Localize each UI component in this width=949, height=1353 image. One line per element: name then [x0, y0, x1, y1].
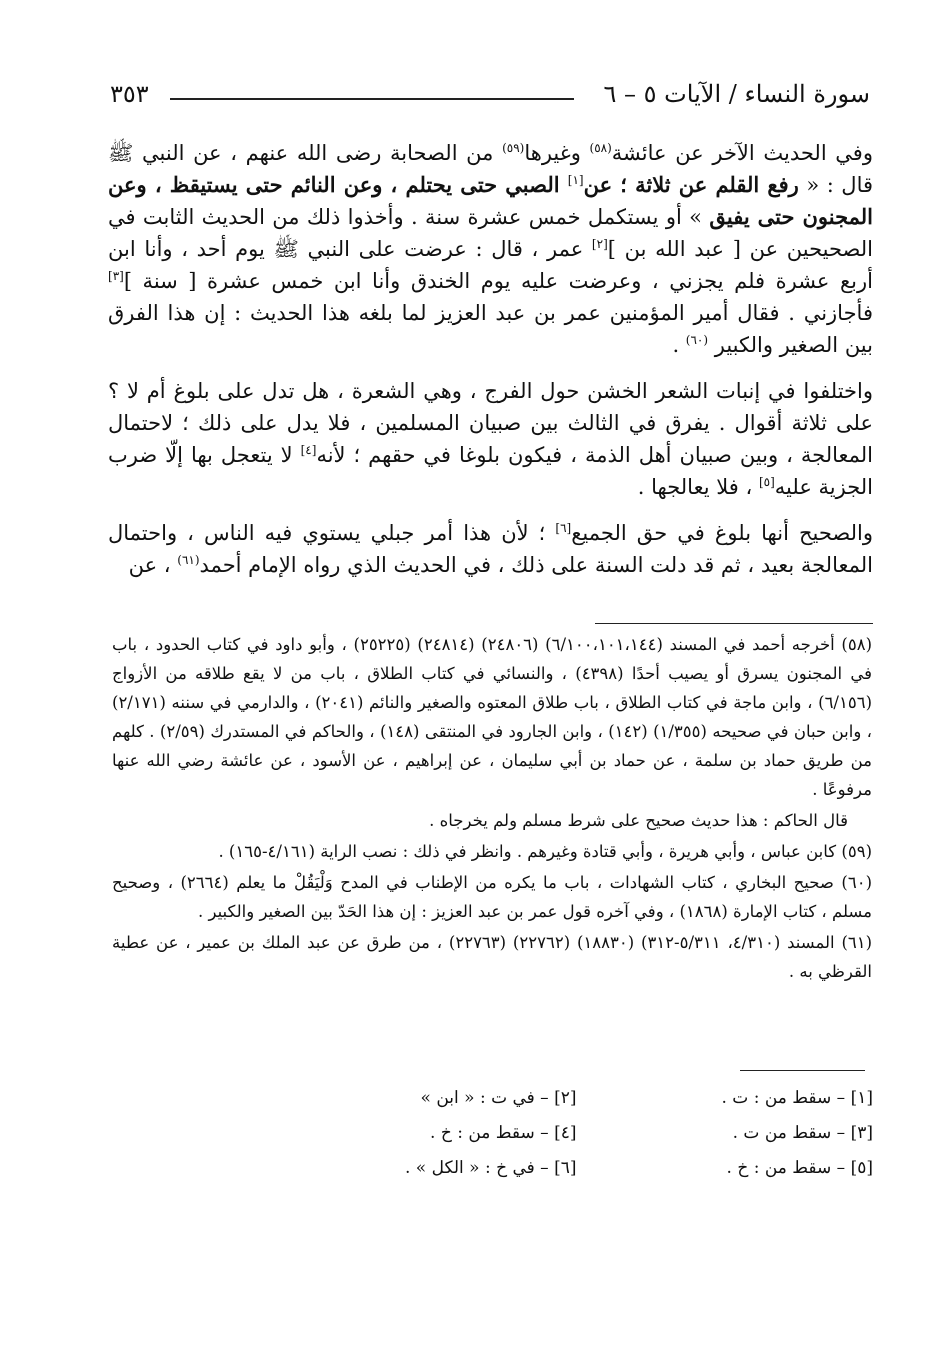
note-marker: [٥]: [758, 475, 775, 489]
variant-note: [١] – سقط من : ت .: [721, 1088, 873, 1108]
variant-row: [280, 1088, 873, 1123]
footnote-text: كابن عباس ، وأبي هريرة ، وأبي قتادة وغيرهم . وانظر في ذلك : نصب الراية (٤/١٦١-١٦٥) .: [218, 842, 842, 861]
variant-row: [280, 1158, 873, 1193]
body-paragraph: [108, 517, 873, 581]
text-run: » أو يستكمل خمس عشرة سنة . وأخذوا ذلك من الحديث الثابت في الصحيحين عن [ عبد الله بن ]: [108, 205, 873, 261]
body-paragraph: [108, 137, 873, 361]
footnote-number: (٥٨): [841, 635, 873, 654]
text-run: لا يتعجل بها إلّا ضرب الجزية عليه: [108, 443, 873, 499]
text-run: واختلفوا في إنبات الشعر الخشن حول الفرج ، وهي الشعرة ، هل تدل على بلوغ أم لا ؟ على ثلاثة أقوال . يفرق في الثالث بين صبيان المسلمين ، فلا يدل على ذلك ؛ لاحتمال المعالجة ، وبين صبيان أهل الذمة ، فيكون بلوغا في حقهم ؛ لأنه: [108, 379, 873, 467]
manuscript-variants: [280, 1088, 873, 1193]
text-run: ، فلا يعالجها .: [637, 475, 759, 499]
page-header: [110, 80, 870, 114]
text-run: ؛ لأن هذا أمر جبلي يستوي فيه الناس ، واحتمال المعالجة بعيد ، ثم قد دلت السنة على ذلك ، في الحديث الذي رواه الإمام أحمد: [108, 521, 873, 577]
main-text: [108, 137, 873, 595]
text-run: .: [672, 333, 686, 357]
footnote-text: أخرجه أحمد في المسند (٦/١٠٠،١٠١،١٤٤) (٢٤٨٠٦) (٢٤٨١٤) (٢٥٢٢٥) ، وأبو داود في كتاب الحدود ، باب في المجنون يسرق أو يصيب أحدًا (٤٣٩٨) ، والنسائي في كتاب الطلاق ، باب من لا يقع طلاقه من الأزواج (٦/١٥٦) ، وابن ماجة في كتاب الطلاق ، باب طلاق المعتوه والصغير والنائم (٢٠٤١) ، والدارمي في سننه (٢/١٧١) ، وابن حبان في صحيحه (١/٣٥٥) (١٤٢) ، وابن الجارود في المنتقى (١٤٨) ، والحاكم في المستدرك (٢/٥٩) . كلهم من طريق حماد بن سلمة ، عن حماد بن أبي سليمان ، عن إبراهيم ، عن الأسود ، عن عائشة رضي الله عنها مرفوعًا .: [112, 635, 873, 799]
text-run: ، عن: [128, 553, 178, 577]
variant-note: [٥] – سقط من : خ .: [726, 1158, 873, 1178]
footnote: [112, 928, 872, 986]
note-marker: [٣]: [108, 269, 124, 283]
header-rule: [170, 98, 574, 100]
note-marker: (٥٩): [502, 141, 525, 155]
hadith-text: الصبي حتى يحتلم ، وعن النائم حتى يستيقظ ، وعن المجنون حتى يفيق: [108, 172, 873, 229]
note-marker: [٢]: [591, 237, 608, 251]
note-marker: [٤]: [300, 443, 317, 457]
footnote: [112, 837, 872, 866]
variant-row: [280, 1123, 873, 1158]
text-run: عمر ، قال : عرضت على النبي ﷺ يوم أحد ، وأنا ابن أربع عشرة فلم يجزني ، وعرضت عليه يوم الخندق وأنا ابن خمس عشرة [ سنة ]: [108, 237, 873, 293]
footnotes: [112, 630, 872, 988]
note-marker: (٦١): [177, 553, 200, 567]
running-title: سورة النساء / الآيات ٥ – ٦: [603, 80, 870, 108]
variant-note: [٢] – في ت : « ابن »: [420, 1088, 577, 1108]
footnote: [112, 630, 872, 804]
note-marker: (٥٨): [589, 141, 612, 155]
note-marker: [١]: [567, 173, 584, 187]
text-run: من الصحابة رضى الله عنهم ، عن النبي ﷺ قال : «: [108, 141, 874, 197]
variant-note: [٦] – في خ : « الكل » .: [404, 1158, 577, 1178]
footnote-text: المسند (٤/٣١٠، ٥/٣١١-٣١٢) (١٨٨٣٠) (٢٢٧٦٢) (٢٢٧٦٣) ، من طرق عن عبد الملك بن عمير ، عن عطية القرظي به .: [112, 933, 872, 981]
variant-note: [٤] – سقط من : خ .: [430, 1123, 577, 1143]
footnote-number: (٦١): [841, 933, 873, 952]
text-run: فأجازني . فقال أمير المؤمنين عمر بن عبد العزيز لما بلغه هذا الحديث : إن هذا الفرق بين الصغير والكبير: [108, 301, 873, 357]
page-number: ٣٥٣: [110, 80, 149, 108]
note-marker: (٦٠): [685, 333, 709, 347]
footnote-separator: [595, 623, 873, 624]
text-run: وفي الحديث الآخر عن عائشة: [611, 141, 873, 165]
footnote-text: صحيح البخاري ، كتاب الشهادات ، باب ما يكره من الإطناب في المدح وَلْيَقُلْ ما يعلم (٢٦٦٤) ، وصحيح مسلم ، كتاب الإمارة (١٨٦٨) ، وفي آخره قول عمر بن عبد العزيز : إن هذا الحَدّ بين الصغير والكبير .: [112, 873, 872, 921]
text-run: وغيرها: [524, 141, 590, 165]
variant-note: [٣] – سقط من ت .: [732, 1123, 873, 1143]
variants-separator: [740, 1070, 865, 1071]
text-run: والصحيح أنها بلوغ في حق الجميع: [571, 521, 873, 545]
footnote-continuation: قال الحاكم : هذا حديث صحيح على شرط مسلم ولم يخرجاه .: [429, 811, 848, 830]
footnote: [112, 868, 872, 926]
note-marker: [٦]: [555, 521, 572, 535]
footnote-number: (٥٩): [841, 842, 872, 861]
hadith-text: رفع القلم عن ثلاثة ؛ عن: [583, 172, 799, 197]
body-paragraph: [108, 375, 873, 503]
footnote-number: (٦٠): [841, 873, 872, 892]
